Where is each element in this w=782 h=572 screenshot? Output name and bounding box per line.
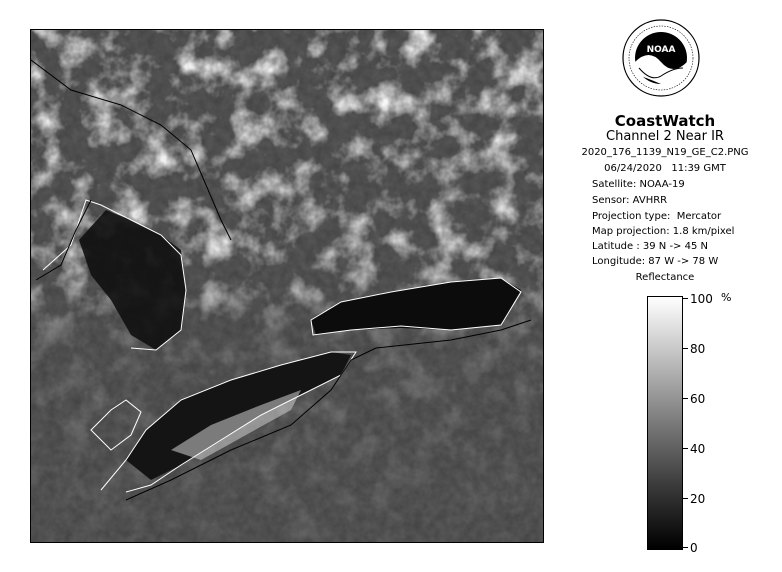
noaa-logo [621, 18, 701, 98]
satellite-image [30, 29, 544, 543]
panel-longitude: Longitude: 87 W -> 78 W [592, 256, 719, 267]
panel-datetime: 06/24/2020 11:39 GMT [604, 163, 726, 174]
panel-filename: 2020_176_1139_N19_GE_C2.PNG [581, 147, 749, 158]
panel-title: CoastWatch [614, 112, 716, 130]
colorbar-tick [682, 498, 688, 499]
panel-sensor: Sensor: AVHRR [592, 195, 668, 206]
colorbar-tick [682, 298, 688, 299]
colorbar-tick-label: 100 [690, 292, 713, 306]
colorbar-tick [682, 448, 688, 449]
satellite-image-svg [31, 30, 543, 542]
colorbar-unit: % [721, 291, 732, 304]
colorbar-tick-label: 60 [690, 392, 706, 406]
logo-emblem-text: NOAA [646, 45, 676, 55]
panel-projection-type: Projection type: Mercator [592, 211, 722, 222]
colorbar [647, 296, 683, 550]
colorbar-tick [682, 547, 688, 548]
panel-latitude: Latitude : 39 N -> 45 N [592, 241, 708, 252]
colorbar-tick [682, 398, 688, 399]
panel-subtitle: Channel 2 Near IR [606, 129, 724, 144]
colorbar-tick-label: 0 [690, 541, 698, 555]
colorbar-tick [682, 348, 688, 349]
panel-map-projection: Map projection: 1.8 km/pixel [592, 226, 735, 237]
colorbar-tick-label: 80 [690, 342, 706, 356]
colorbar-tick-label: 40 [690, 442, 706, 456]
colorbar-label: Reflectance [635, 272, 695, 283]
panel-satellite: Satellite: NOAA-19 [592, 179, 685, 190]
colorbar-tick-label: 20 [690, 492, 706, 506]
